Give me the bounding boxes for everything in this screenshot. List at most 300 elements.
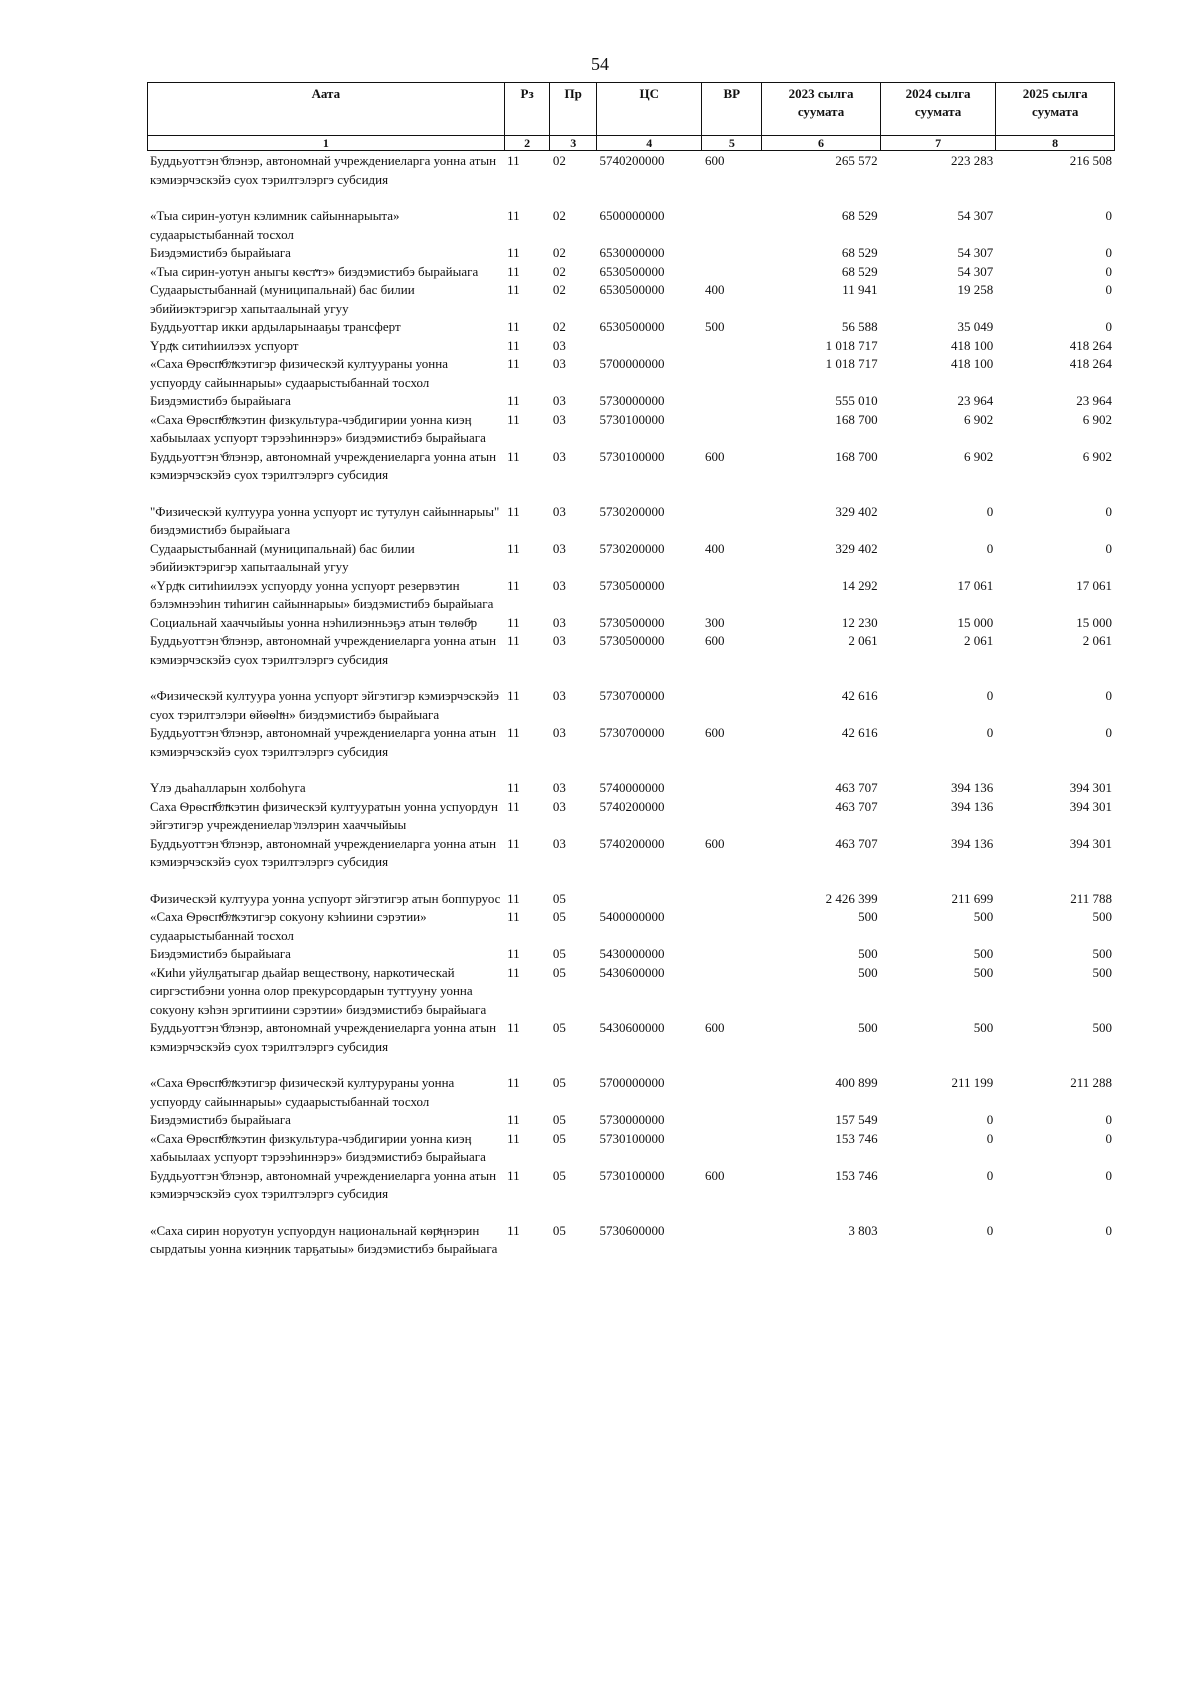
row-vr xyxy=(702,1111,762,1130)
row-name: Социальнай хааччыйыы уонна нэһилиэнньэҕэ атын тѳлѳбͮр xyxy=(150,614,478,630)
table-row xyxy=(147,945,1115,964)
row-pr: 02 xyxy=(552,282,566,297)
row-spacer-cell xyxy=(147,189,1115,207)
row-2023-amount: 500 xyxy=(858,909,878,924)
row-pr: 03 xyxy=(552,577,566,593)
row-vr: 600 xyxy=(705,153,725,168)
row-vr xyxy=(702,908,762,945)
row-pr: 03 xyxy=(552,835,566,851)
table-row xyxy=(147,908,1115,945)
table-row xyxy=(147,263,1115,282)
row-cs: 6530500000 xyxy=(599,282,665,297)
row-2025-amount: 23 964 xyxy=(1076,393,1112,408)
row-cs: 5730500000 xyxy=(599,614,665,630)
row-name: Буддьуоттэн ͮбͮлэнэр, автономнай учреждениеларга уонна атын кэмиэрчэскэйэ суох тэрилтэлэргэ субсидия xyxy=(150,1167,497,1201)
row-2024-amount: 35 049 xyxy=(957,319,994,334)
row-vr xyxy=(702,779,762,798)
row-vr: 600 xyxy=(705,725,725,740)
row-2024-amount: 211 699 xyxy=(951,890,994,906)
row-vr xyxy=(702,1130,762,1167)
row-rz: 11 xyxy=(507,798,520,814)
row-2025-amount: 15 000 xyxy=(1076,614,1112,630)
row-2023-amount: 56 588 xyxy=(841,319,878,334)
row-2024-amount: 0 xyxy=(986,1222,994,1238)
row-cs: 5740000000 xyxy=(599,780,665,795)
row-name: Буддьуоттэн ͮбͮлэнэр, автономнай учреждениеларга уонна атын кэмиэрчэскэйэ суох тэрилтэлэргэ субсидия xyxy=(150,633,497,667)
row-vr: 600 xyxy=(705,1167,725,1183)
row-2023-amount: 329 402 xyxy=(835,503,878,519)
row-rz: 11 xyxy=(507,835,520,851)
row-pr: 05 xyxy=(552,1222,566,1238)
table-row xyxy=(147,152,1115,189)
row-vr: 600 xyxy=(705,1020,725,1035)
row-2025-amount: 0 xyxy=(1105,503,1112,519)
table-row xyxy=(147,890,1115,909)
row-pr: 05 xyxy=(552,1075,566,1090)
table-row xyxy=(147,835,1115,872)
row-pr: 03 xyxy=(552,780,566,795)
row-vr xyxy=(702,355,762,392)
row-2024-amount: 2 061 xyxy=(963,633,994,648)
row-2023-amount: 168 700 xyxy=(835,411,878,427)
row-cs: 5730600000 xyxy=(599,1222,665,1238)
row-name: «Саха Ѳрѳспͮͮбͮлͮкэтин физкультура-чэбдигирии уонна киэӊ хабыылаах успуорт тэрээһиннэрэ» биэдэмистибэ бырайыага xyxy=(150,411,486,445)
row-name: Үлэ дьаһалларын холбоһуга xyxy=(150,780,306,795)
row-cs xyxy=(596,337,702,356)
table-row xyxy=(147,318,1115,337)
row-cs xyxy=(596,890,702,909)
budget-table xyxy=(147,152,1115,1259)
row-pr: 05 xyxy=(552,946,566,961)
row-pr: 03 xyxy=(552,725,566,740)
row-name: Буддьуоттар икки ардыларынааҕы трансферт xyxy=(150,319,401,334)
table-row xyxy=(147,779,1115,798)
row-2024-amount: 500 xyxy=(973,964,994,980)
row-cs: 5730100000 xyxy=(599,1167,665,1183)
row-cs: 5430000000 xyxy=(599,946,665,961)
row-2025-amount: 500 xyxy=(1092,964,1112,980)
row-cs: 5730700000 xyxy=(599,688,665,703)
row-pr: 03 xyxy=(552,356,566,371)
row-2025-amount: 0 xyxy=(1105,1112,1112,1127)
row-2023-amount: 2 061 xyxy=(848,633,878,648)
row-2025-amount: 0 xyxy=(1105,688,1112,703)
row-2025-amount: 0 xyxy=(1105,208,1112,223)
header-2025: 2025 сылга суумата xyxy=(996,83,1115,136)
row-spacer xyxy=(147,669,1115,687)
row-vr xyxy=(702,263,762,282)
row-2023-amount: 153 746 xyxy=(835,1167,878,1183)
row-rz: 11 xyxy=(507,540,520,556)
row-rz: 11 xyxy=(507,614,520,630)
row-2025-amount: 500 xyxy=(1092,1020,1112,1035)
column-number: 1 xyxy=(148,136,505,151)
row-spacer xyxy=(147,1204,1115,1222)
row-2024-amount: 19 258 xyxy=(957,282,994,297)
row-2023-amount: 68 529 xyxy=(841,208,878,223)
row-2023-amount: 265 572 xyxy=(835,153,878,168)
table-row xyxy=(147,540,1115,577)
row-rz: 11 xyxy=(507,208,520,223)
row-cs: 5730100000 xyxy=(599,448,665,464)
row-vr xyxy=(702,392,762,411)
table-row xyxy=(147,614,1115,633)
row-2023-amount: 12 230 xyxy=(841,614,878,630)
row-2025-amount: 394 301 xyxy=(1069,780,1112,795)
row-rz: 11 xyxy=(507,153,520,168)
column-number: 4 xyxy=(597,136,702,151)
table-header xyxy=(147,82,1115,151)
header-rz: Рз xyxy=(504,83,550,136)
row-cs: 5730500000 xyxy=(599,577,665,593)
table-row xyxy=(147,337,1115,356)
row-pr: 03 xyxy=(552,540,566,556)
row-vr: 600 xyxy=(705,448,725,464)
row-2023-amount: 500 xyxy=(858,1020,878,1035)
row-2024-amount: 54 307 xyxy=(957,263,994,279)
row-vr xyxy=(702,1222,762,1259)
row-spacer xyxy=(147,1056,1115,1074)
row-pr: 05 xyxy=(552,964,566,980)
budget-rows xyxy=(147,152,1115,1259)
table-row xyxy=(147,448,1115,485)
row-name: Буддьуоттэн ͮбͮлэнэр, автономнай учреждениеларга уонна атын кэмиэрчэскэйэ суох тэрилтэлэргэ субсидия xyxy=(150,1020,497,1054)
row-pr: 03 xyxy=(552,798,566,814)
row-pr: 05 xyxy=(552,1020,566,1035)
row-pr: 02 xyxy=(552,319,566,334)
row-rz: 11 xyxy=(507,337,520,353)
row-name: «Саха сирин норуотун успуордун национальнай кѳрͮӊнэрин сырдатыы уонна киэӊник тарҕатыы» биэдэмистибэ бырайыага xyxy=(150,1222,498,1256)
row-spacer-cell xyxy=(147,761,1115,779)
row-cs: 5730100000 xyxy=(599,411,665,427)
row-2024-amount: 500 xyxy=(973,909,994,924)
row-vr xyxy=(702,798,762,835)
row-vr: 600 xyxy=(705,633,725,648)
row-2023-amount: 400 899 xyxy=(835,1075,878,1090)
column-number: 3 xyxy=(550,136,597,151)
row-pr: 03 xyxy=(552,633,566,648)
row-2024-amount: 17 061 xyxy=(957,577,994,593)
table-row xyxy=(147,392,1115,411)
row-2024-amount: 500 xyxy=(973,1020,994,1035)
row-2025-amount: 394 301 xyxy=(1069,835,1112,851)
row-2024-amount: 394 136 xyxy=(950,780,994,795)
row-pr: 02 xyxy=(552,208,566,223)
row-2024-amount: 15 000 xyxy=(957,614,994,630)
row-pr: 03 xyxy=(552,448,566,464)
row-pr: 03 xyxy=(552,393,566,408)
row-2025-amount: 6 902 xyxy=(1082,448,1112,464)
column-number-row xyxy=(148,136,1115,151)
row-pr: 05 xyxy=(552,890,566,906)
row-name: Физическэй култуура уонна успуорт эйгэтигэр атын боппуруос xyxy=(150,890,501,906)
header-aata: Аата xyxy=(148,83,505,136)
row-rz: 11 xyxy=(507,282,520,297)
row-spacer-cell xyxy=(147,485,1115,503)
row-name: «Саха Ѳрѳспͮͮбͮлͮкэтигэр физическэй култуураны уонна успуорду сайыннарыы» судаарыстыбаннай тосхол xyxy=(150,356,448,390)
table-row xyxy=(147,355,1115,392)
row-vr: 500 xyxy=(705,319,725,334)
row-vr xyxy=(702,207,762,244)
header-row xyxy=(148,83,1115,136)
row-cs: 5700000000 xyxy=(599,1075,665,1090)
table-row xyxy=(147,1130,1115,1167)
row-cs: 6530000000 xyxy=(599,245,665,260)
row-pr: 05 xyxy=(552,1130,566,1146)
row-2023-amount: 463 707 xyxy=(835,835,878,851)
row-2023-amount: 500 xyxy=(858,946,878,961)
row-2024-amount: 418 100 xyxy=(950,337,994,353)
row-rz: 11 xyxy=(507,1020,520,1035)
row-spacer xyxy=(147,485,1115,503)
table-row xyxy=(147,281,1115,318)
row-2023-amount: 3 803 xyxy=(848,1222,878,1238)
row-2025-amount: 211 788 xyxy=(1070,890,1112,906)
table-row xyxy=(147,724,1115,761)
row-2023-amount: 329 402 xyxy=(835,540,878,556)
row-rz: 11 xyxy=(507,725,520,740)
row-name: Биэдэмистибэ бырайыага xyxy=(150,393,291,408)
row-2024-amount: 0 xyxy=(986,688,994,703)
row-rz: 11 xyxy=(507,909,520,924)
row-cs: 5730500000 xyxy=(599,633,665,648)
row-cs: 5700000000 xyxy=(599,356,665,371)
row-2024-amount: 394 136 xyxy=(950,835,994,851)
row-vr xyxy=(702,503,762,540)
table-row xyxy=(147,577,1115,614)
row-cs: 5740200000 xyxy=(599,153,665,168)
row-vr xyxy=(702,687,762,724)
row-name: «Саха Ѳрѳспͮͮбͮлͮкэтигэр сокуону кэһиини сэрэтии» судаарыстыбаннай тосхол xyxy=(150,909,427,943)
row-cs: 5730000000 xyxy=(599,1112,665,1127)
row-name: Судаарыстыбаннай (муниципальнай) бас билии эбийиэктэригэр хапытаалынай угуу xyxy=(150,540,415,574)
header-pr: Пр xyxy=(550,83,597,136)
row-2024-amount: 418 100 xyxy=(950,356,994,371)
row-cs: 5730100000 xyxy=(599,1130,665,1146)
column-number: 8 xyxy=(996,136,1115,151)
header-2024: 2024 сылга суумата xyxy=(880,83,996,136)
column-number: 2 xyxy=(504,136,550,151)
row-pr: 02 xyxy=(552,245,566,260)
row-name: Үрдͮк ситиһиилээх успуорт xyxy=(150,337,299,353)
row-name: «Тыа сирин-уотун аныгы кѳстͮͮтэ» биэдэмистибэ бырайыага xyxy=(150,263,479,279)
row-spacer-cell xyxy=(147,872,1115,890)
row-pr: 05 xyxy=(552,909,566,924)
row-rz: 11 xyxy=(507,1075,520,1090)
row-rz: 11 xyxy=(507,577,520,593)
header-2023: 2023 сылга суумата xyxy=(762,83,881,136)
row-pr: 02 xyxy=(552,153,566,168)
header-cs: ЦС xyxy=(597,83,702,136)
row-2023-amount: 500 xyxy=(858,964,878,980)
row-2025-amount: 0 xyxy=(1105,1167,1112,1183)
row-2025-amount: 6 902 xyxy=(1082,411,1112,427)
row-name: Буддьуоттэн ͮбͮлэнэр, автономнай учреждениеларга уонна атын кэмиэрчэскэйэ суох тэрилтэлэргэ субсидия xyxy=(150,153,497,187)
row-rz: 11 xyxy=(507,946,520,961)
table-row xyxy=(147,1074,1115,1111)
row-vr xyxy=(702,964,762,1020)
row-2023-amount: 68 529 xyxy=(841,263,878,279)
row-rz: 11 xyxy=(507,688,520,703)
row-cs: 5730200000 xyxy=(599,540,665,556)
row-cs: 5740200000 xyxy=(599,835,665,851)
row-vr: 400 xyxy=(705,282,725,297)
row-name: «Саха Ѳрѳспͮͮбͮлͮкэтин физкультура-чэбдигирии уонна киэӊ хабыылаах успуорт тэрээһиннэрэ» биэдэмистибэ бырайыага xyxy=(150,1130,486,1164)
row-2024-amount: 0 xyxy=(986,540,994,556)
row-2025-amount: 216 508 xyxy=(1069,153,1112,168)
row-2025-amount: 2 061 xyxy=(1082,633,1112,648)
row-2023-amount: 463 707 xyxy=(835,798,878,814)
row-2025-amount: 0 xyxy=(1105,540,1112,556)
row-2024-amount: 500 xyxy=(973,946,994,961)
table-row xyxy=(147,207,1115,244)
row-vr xyxy=(702,945,762,964)
row-vr: 300 xyxy=(705,614,725,630)
column-number: 7 xyxy=(880,136,996,151)
row-2025-amount: 0 xyxy=(1105,319,1112,334)
row-2025-amount: 0 xyxy=(1105,245,1112,260)
row-rz: 11 xyxy=(507,356,520,371)
row-2023-amount: 42 616 xyxy=(841,725,878,740)
row-2025-amount: 0 xyxy=(1105,1222,1112,1238)
row-cs: 5400000000 xyxy=(599,909,665,924)
row-2025-amount: 0 xyxy=(1105,725,1112,740)
row-rz: 11 xyxy=(507,1222,520,1238)
table-row xyxy=(147,964,1115,1020)
row-2023-amount: 555 010 xyxy=(835,393,878,408)
table-row xyxy=(147,503,1115,540)
row-vr xyxy=(702,244,762,263)
row-vr xyxy=(702,337,762,356)
row-2025-amount: 211 288 xyxy=(1070,1075,1112,1090)
row-spacer-cell xyxy=(147,1204,1115,1222)
row-rz: 11 xyxy=(507,1112,520,1127)
row-name: «Саха Ѳрѳспͮͮбͮлͮкэтигэр физическэй културураны уонна успуорду сайыннарыы» судаарыстыбаннай тосхол xyxy=(150,1075,455,1109)
row-2024-amount: 54 307 xyxy=(957,245,994,260)
row-rz: 11 xyxy=(507,411,520,427)
row-name: «Тыа сирин-уотун кэлимник сайыннарыыта» судаарыстыбаннай тосхол xyxy=(150,208,400,242)
table-row xyxy=(147,411,1115,448)
row-rz: 11 xyxy=(507,245,520,260)
row-name: «Киһи уйулҕатыгар дьайар веществону, наркотическай сиргэстибэни уонна олор прекурсордарын туттууну уонна сокуону кэһэн эргитиини сэрэтии» биэдэмистибэ бырайыага xyxy=(150,964,487,1017)
row-name: «Үрдͮк ситиһиилээх успуорду уонна успуорт резервэтин бэлэмнээһин тиһигин сайыннарыы» биэдэмистибэ бырайыага xyxy=(150,577,494,611)
row-vr xyxy=(702,1074,762,1111)
table-row xyxy=(147,1222,1115,1259)
row-2025-amount: 418 264 xyxy=(1069,356,1112,371)
row-rz: 11 xyxy=(507,393,520,408)
row-pr: 02 xyxy=(552,263,566,279)
row-cs: 5730200000 xyxy=(599,503,665,519)
row-2023-amount: 42 616 xyxy=(841,688,878,703)
row-2023-amount: 14 292 xyxy=(841,577,878,593)
row-pr: 03 xyxy=(552,614,566,630)
row-2025-amount: 394 301 xyxy=(1069,798,1112,814)
row-2023-amount: 157 549 xyxy=(835,1112,878,1127)
row-2024-amount: 23 964 xyxy=(957,393,994,408)
row-2025-amount: 500 xyxy=(1092,946,1112,961)
row-2025-amount: 500 xyxy=(1092,909,1112,924)
row-2025-amount: 0 xyxy=(1105,263,1112,279)
row-name: Саха Ѳрѳспͮͮбͮлͮкэтин физическэй култууратын уонна успуордун эйгэтигэр учреждениелар ͮлэлэрин хааччыйыы xyxy=(150,798,498,832)
table-row xyxy=(147,798,1115,835)
row-2024-amount: 394 136 xyxy=(950,798,994,814)
row-2023-amount: 68 529 xyxy=(841,245,878,260)
row-cs: 6530500000 xyxy=(599,263,665,279)
row-cs: 5740200000 xyxy=(599,798,665,814)
row-2025-amount: 418 264 xyxy=(1069,337,1112,353)
row-pr: 05 xyxy=(552,1167,566,1183)
row-name: Буддьуоттэн ͮбͮлэнэр, автономнай учреждениеларга уонна атын кэмиэрчэскэйэ суох тэрилтэлэргэ субсидия xyxy=(150,835,497,869)
row-rz: 11 xyxy=(507,1167,520,1183)
row-name: Биэдэмистибэ бырайыага xyxy=(150,245,291,260)
row-vr: 400 xyxy=(705,540,725,556)
row-rz: 11 xyxy=(507,890,520,906)
row-spacer-cell xyxy=(147,669,1115,687)
row-rz: 11 xyxy=(507,1130,520,1146)
row-rz: 11 xyxy=(507,319,520,334)
table-row xyxy=(147,244,1115,263)
row-cs: 5430600000 xyxy=(599,964,665,980)
row-name: Буддьуоттэн ͮбͮлэнэр, автономнай учреждениеларга уонна атын кэмиэрчэскэйэ суох тэрилтэлэргэ субсидия xyxy=(150,448,497,482)
header-vr: ВР xyxy=(702,83,762,136)
row-2025-amount: 17 061 xyxy=(1076,577,1112,593)
row-vr xyxy=(702,411,762,448)
row-2023-amount: 1 018 717 xyxy=(825,337,878,353)
row-2025-amount: 0 xyxy=(1105,282,1112,297)
row-rz: 11 xyxy=(507,263,520,279)
row-cs: 5730000000 xyxy=(599,393,665,408)
row-pr: 03 xyxy=(552,337,566,353)
row-2025-amount: 0 xyxy=(1105,1130,1112,1146)
row-2024-amount: 211 199 xyxy=(951,1075,994,1090)
row-pr: 03 xyxy=(552,503,566,519)
row-2024-amount: 0 xyxy=(986,503,994,519)
table-row xyxy=(147,1167,1115,1204)
table-row xyxy=(147,632,1115,669)
row-cs: 6530500000 xyxy=(599,319,665,334)
row-2024-amount: 6 902 xyxy=(963,448,994,464)
row-2023-amount: 11 941 xyxy=(842,282,878,297)
row-2024-amount: 0 xyxy=(986,1112,994,1127)
row-name: Судаарыстыбаннай (муниципальнай) бас билии эбийиэктэригэр хапытаалынай угуу xyxy=(150,282,415,316)
row-spacer xyxy=(147,189,1115,207)
row-name: «Физическэй култуура уонна успуорт эйгэтигэр кэмиэрчэскэйэ суох тэрилтэлэри ѳйѳѳһͮн» биэдэмистибэ бырайыага xyxy=(150,688,499,722)
row-cs: 5730700000 xyxy=(599,725,665,740)
row-2023-amount: 168 700 xyxy=(835,448,878,464)
row-spacer-cell xyxy=(147,1056,1115,1074)
row-rz: 11 xyxy=(507,448,520,464)
column-number: 6 xyxy=(762,136,881,151)
row-name: "Физическэй култуура уонна успуорт ис тутулун сайыннарыы" биэдэмистибэ бырайыага xyxy=(150,503,500,537)
row-2023-amount: 463 707 xyxy=(835,780,878,795)
row-rz: 11 xyxy=(507,964,520,980)
row-2024-amount: 0 xyxy=(986,1130,994,1146)
row-2024-amount: 54 307 xyxy=(957,208,994,223)
row-2023-amount: 2 426 399 xyxy=(825,890,878,906)
row-rz: 11 xyxy=(507,633,520,648)
row-name: Биэдэмистибэ бырайыага xyxy=(150,946,291,961)
row-rz: 11 xyxy=(507,780,520,795)
row-2023-amount: 153 746 xyxy=(835,1130,878,1146)
row-vr xyxy=(702,577,762,614)
row-name: Буддьуоттэн ͮбͮлэнэр, автономнай учреждениеларга уонна атын кэмиэрчэскэйэ суох тэрилтэлэргэ субсидия xyxy=(150,725,497,759)
row-cs: 6500000000 xyxy=(599,208,665,223)
row-cs: 5430600000 xyxy=(599,1020,665,1035)
row-2024-amount: 0 xyxy=(986,1167,994,1183)
row-name: Биэдэмистибэ бырайыага xyxy=(150,1112,291,1127)
row-spacer xyxy=(147,761,1115,779)
row-pr: 03 xyxy=(552,688,566,703)
